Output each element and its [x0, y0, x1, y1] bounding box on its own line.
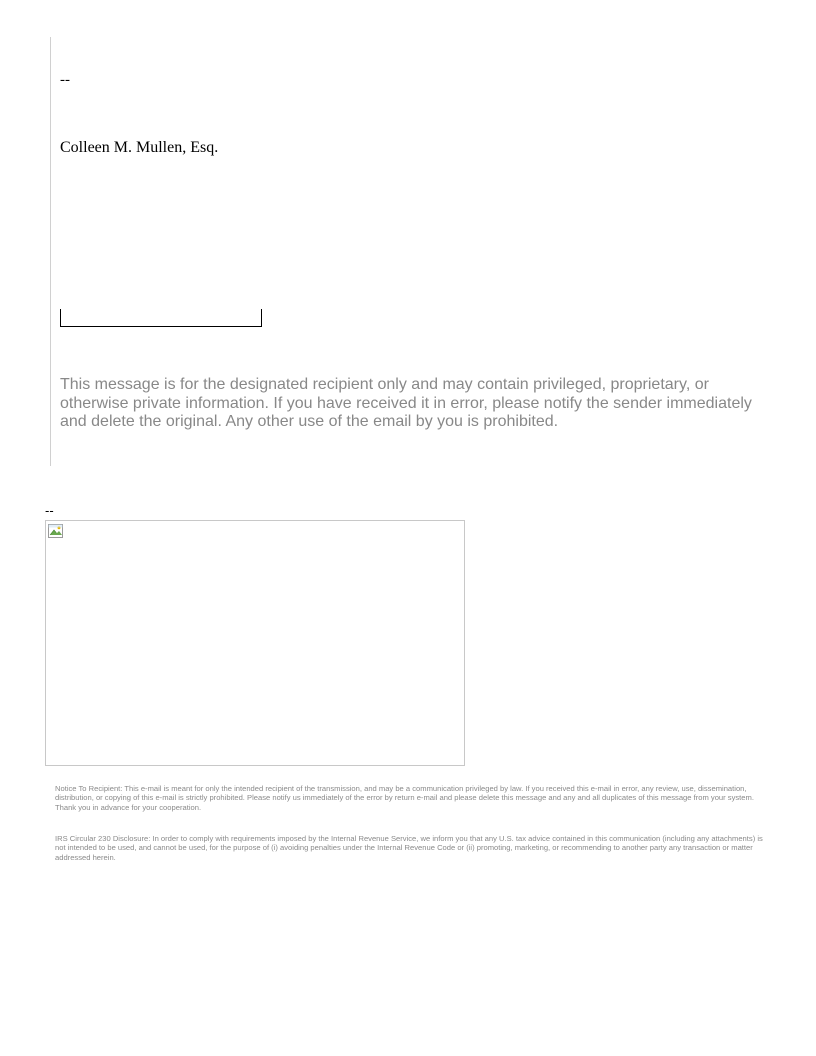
notice-to-recipient: Notice To Recipient: This e-mail is meant for only the intended recipient of the transmission, and may be a communication privileged by law. If you received this e-mail in error, any review, use, dissemination, distribution, or copying of this e-mail is strictly prohibited. Please notify us immediately of the error by return e-mail and please delete this message and any and all duplicates of this message from your system. Thank you in advance for your cooperation.	[55, 784, 754, 812]
irs-circular-230-disclosure: IRS Circular 230 Disclosure: In order to comply with requirements imposed by the Internal Revenue Service, we inform you that any U.S. tax advice contained in this communication (including any attachments) is not intended to be used, and cannot be used, for the purpose of (i) avoiding penalties under the Internal Revenue Code or (ii) promoting, marketing, or recommending to another party any transaction or matter addressed herein.	[55, 834, 763, 862]
confidentiality-notice: This message is for the designated recipient only and may contain privileged, proprietary, or otherwise private information. If you have received it in error, please notify the sender immediately and delete the original. Any other use of the email by you is prohibited.	[60, 376, 752, 430]
broken-image-icon	[48, 523, 64, 539]
footer-image-placeholder	[45, 520, 465, 766]
quoted-signature-block	[50, 37, 771, 466]
footer-separator: --	[45, 503, 54, 518]
signature-table-cell	[60, 309, 262, 327]
signature-separator: --	[60, 72, 70, 88]
signature-name: Colleen M. Mullen, Esq.	[60, 139, 219, 156]
